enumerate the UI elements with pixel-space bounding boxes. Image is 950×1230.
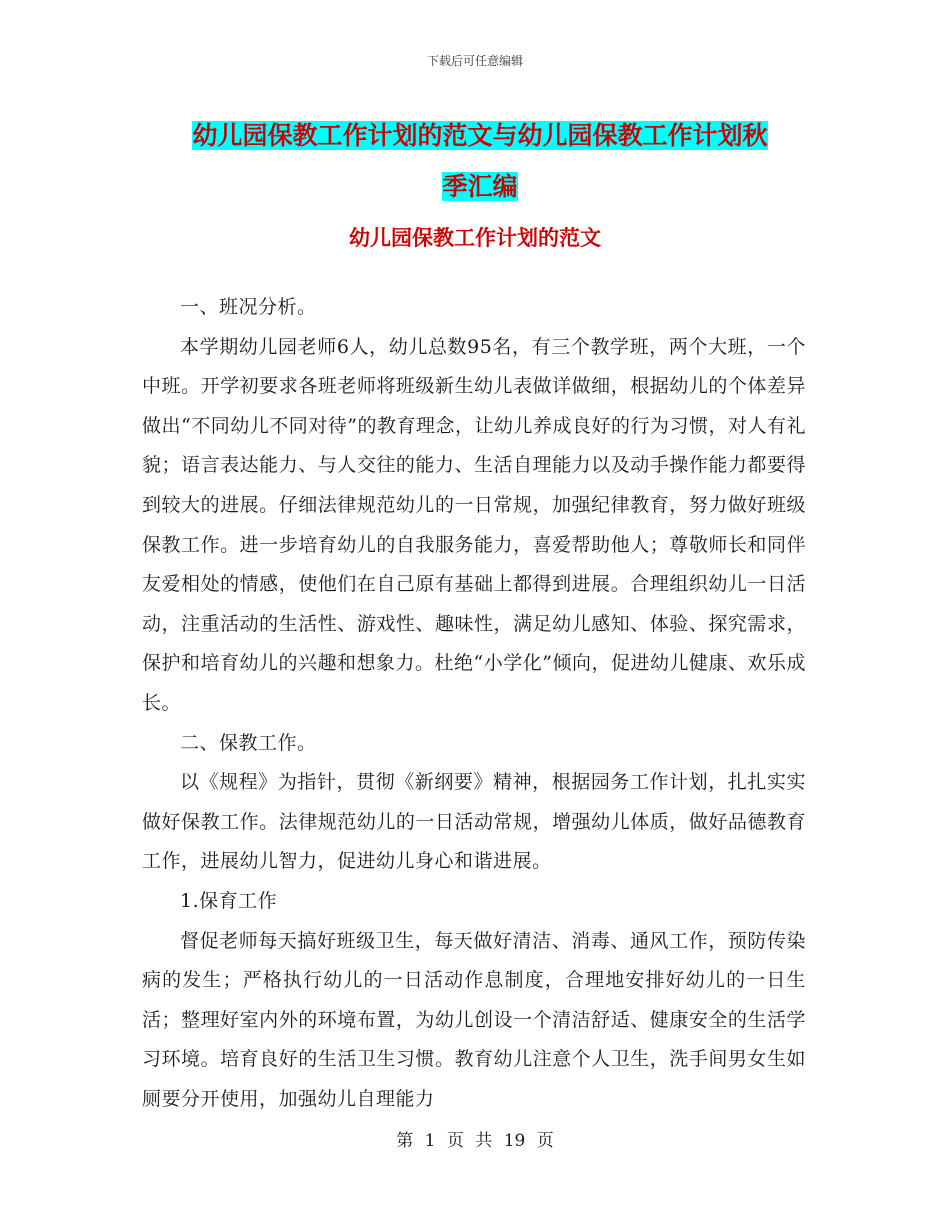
section-title: 幼儿园保教工作计划的范文 — [349, 226, 601, 250]
heading-class-analysis: 一、班况分析。 — [180, 296, 317, 318]
title-line-2: 季汇编 — [442, 172, 518, 201]
heading-nursing-work: 1.保育工作 — [180, 889, 278, 912]
header-note: 下载后可任意编辑 — [426, 54, 523, 68]
paragraph-nursing-work: 督促老师每天搞好班级卫生，每天做好清洁、消毒、通风工作，预防传染病的发生；严格执行幼儿的一日活动作息制度，合理地安排好幼儿的一日生活；整理好室内外的环境布置，为幼儿创设一个清洁舒适、健康安全的生活学习环境。培育良好的生活卫生习惯。教育幼儿注意个人卫生，洗手间男女生如厕要分开使用，加强幼儿自理能力 — [142, 929, 806, 1110]
page-number: 第 1 页 共 19 页 — [396, 1131, 554, 1151]
paragraph-class-analysis: 本学期幼儿园老师6人，幼儿总数95名，有三个教学班，两个大班，一个中班。开学初要求各班老师将班级新生幼儿表做详做细，根据幼儿的个体差异做出“不同幼儿不同对待”的教育理念，让幼儿养成良好的行为习惯，对人有礼貌；语言表达能力、与人交往的能力、生活自理能力以及动手操作能力都要得到较大的进展。仔细法律规范幼儿的一日常规，加强纪律教育，努力做好班级保教工作。进一步培育幼儿的自我服务能力，喜爱帮助他人；尊敬师长和同伴友爱相处的情感，使他们在自己原有基础上都得到进展。合理组织幼儿一日活动，注重活动的生活性、游戏性、趣味性，满足幼儿感知、体验、探究需求，保护和培育幼儿的兴趣和想象力。杜绝“小学化”倾向，促进幼儿健康、欢乐成长。 — [142, 335, 806, 714]
title-line-1: 幼儿园保教工作计划的范文与幼儿园保教工作计划秋 — [192, 121, 768, 150]
document-body — [142, 288, 806, 1119]
document-title — [140, 110, 820, 212]
heading-care-education: 二、保教工作。 — [180, 731, 317, 754]
paragraph-care-education: 以《规程》为指针，贯彻《新纲要》精神，根据园务工作计划，扎扎实实做好保教工作。法律规范幼儿的一日活动常规，增强幼儿体质，做好品德教育工作，进展幼儿智力，促进幼儿身心和谐进展。 — [142, 771, 806, 873]
